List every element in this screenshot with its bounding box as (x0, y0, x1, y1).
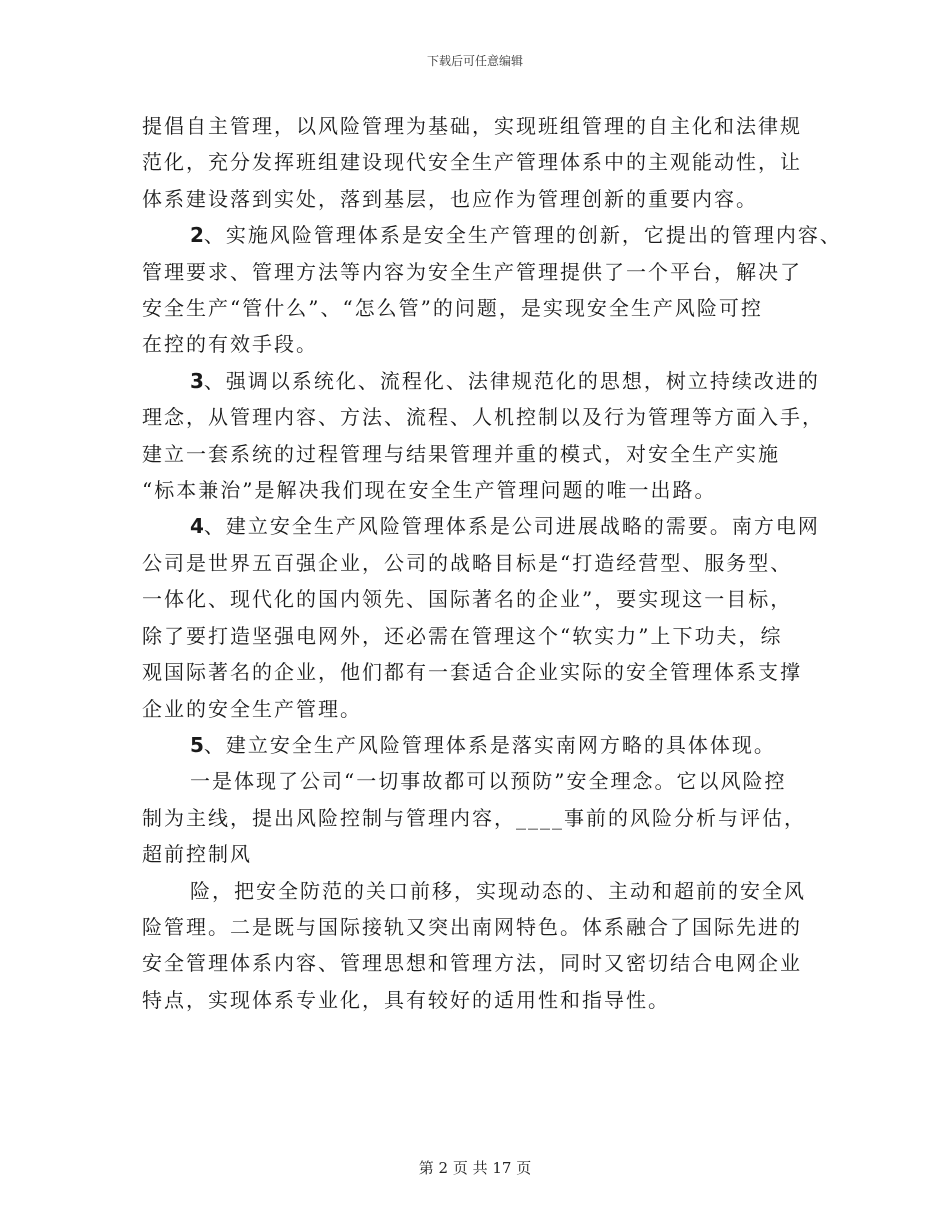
line-text: 、实施风险管理体系是安全生产管理的创新，它提出的管理内容、 (203, 223, 842, 248)
text-line: 特点，实现体系专业化，具有较好的适用性和指导性。 (142, 987, 670, 1012)
page-footer: 第 2 页 共 17 页 (418, 1159, 532, 1177)
text-line: 超前控制风 (142, 842, 252, 867)
text-line: 安全生产“管什么”、“怎么管”的问题，是实现安全生产风险可控 (142, 296, 763, 321)
text-line: 除了要打造坚强电网外，还必需在管理这个“软实力”上下功夫，综 (142, 623, 783, 648)
text-line: 险，把安全防范的关口前移，实现动态的、主动和超前的安全风 (190, 878, 806, 903)
text-line: 范化，充分发挥班组建设现代安全生产管理体系中的主观能动性，让 (142, 150, 802, 175)
text-line: 管理要求、管理方法等内容为安全生产管理提供了一个平台，解决了 (142, 259, 802, 284)
text-line: 建立一套系统的过程管理与结果管理并重的模式，对安全生产实施 (142, 441, 780, 466)
text-line: 在控的有效手段。 (142, 332, 318, 357)
text-line: 制为主线，提出风险控制与管理内容，____事前的风险分析与评估， (142, 805, 806, 830)
text-line: 险管理。二是既与国际接轨又突出南网特色。体系融合了国际先进的 (142, 914, 802, 939)
document-body (142, 108, 842, 1018)
text-line: 一体化、现代化的国内领先、国际著名的企业”，要实现这一目标， (142, 587, 793, 612)
text-line (142, 727, 822, 763)
text-line: 观国际著名的企业，他们都有一套适合企业实际的安全管理体系支撑 (142, 660, 802, 685)
line-text: 、建立安全生产风险管理体系是公司进展战略的需要。南方电网 (203, 514, 820, 539)
text-line: 一是体现了公司“一切事故都可以预防”安全理念。它以风险控 (190, 769, 787, 794)
item-number: 2 (190, 223, 204, 248)
text-line: 企业的安全生产管理。 (142, 696, 362, 721)
body-text (142, 108, 842, 1018)
text-line: 公司是世界五百强企业，公司的战略目标是“打造经营型、服务型、 (142, 550, 793, 575)
line-text: 、强调以系统化、流程化、法律规范化的思想，树立持续改进的 (203, 368, 820, 393)
text-line (142, 363, 822, 399)
text-line: 提倡自主管理，以风险管理为基础，实现班组管理的自主化和法律规 (142, 114, 802, 138)
item-number: 4 (190, 514, 204, 539)
item-number: 3 (190, 368, 204, 393)
text-line (142, 508, 822, 544)
text-line: 安全管理体系内容、管理思想和管理方法，同时又密切结合电网企业 (142, 951, 802, 976)
text-line: “标本兼治”是解决我们现在安全生产管理问题的唯一出路。 (142, 478, 717, 503)
text-line: 体系建设落到实处，落到基层，也应作为管理创新的重要内容。 (142, 186, 758, 211)
line-text: 、建立安全生产风险管理体系是落实南网方略的具体体现。 (203, 732, 776, 757)
text-line: 理念，从管理内容、方法、流程、人机控制以及行为管理等方面入手， (142, 405, 824, 430)
page-header: 下载后可任意编辑 (426, 54, 523, 68)
text-line (142, 217, 842, 253)
item-number: 5 (190, 732, 204, 757)
